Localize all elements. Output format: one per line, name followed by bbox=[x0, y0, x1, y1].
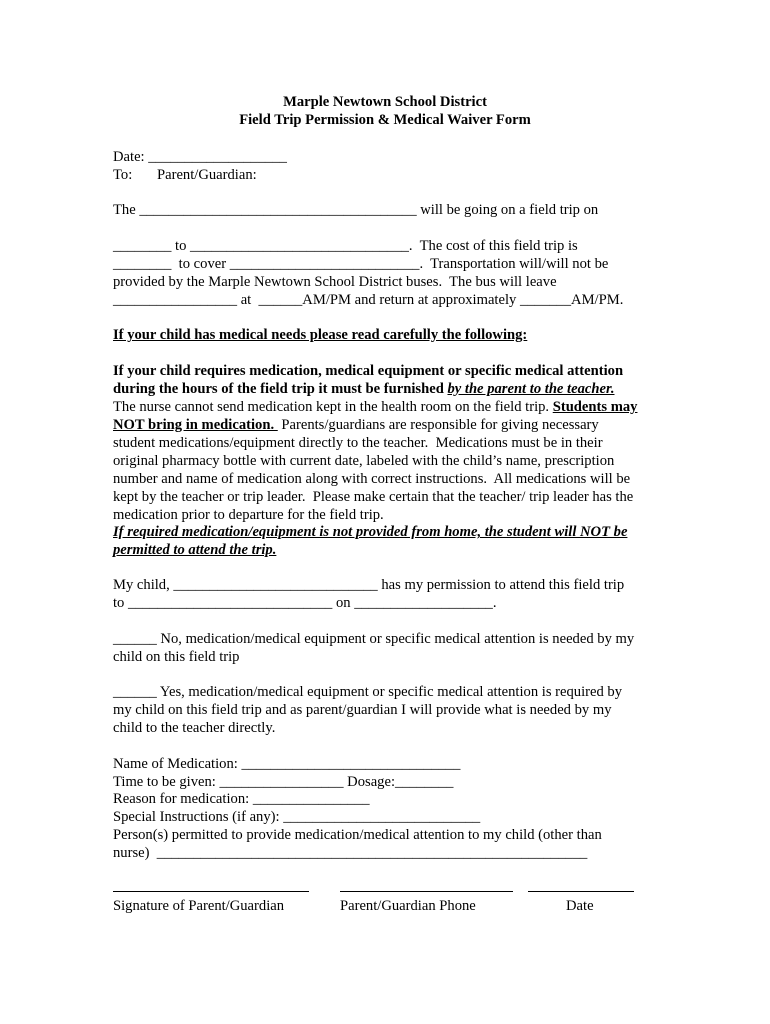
instructions-line: Special Instructions (if any): ___________________________ bbox=[113, 809, 481, 825]
medical-line-4 bbox=[113, 416, 599, 434]
date-signature-line bbox=[528, 891, 634, 892]
trip-line-3: ________ to cover __________________________. Transportation will/will not be bbox=[113, 256, 609, 272]
yes-option-line-2: my child on this field trip and as parent/guardian I will provide what is needed by my bbox=[113, 702, 612, 718]
parent-to-teacher-text: by the parent to the teacher. bbox=[447, 381, 615, 397]
medical-line-9: medication prior to departure for the field trip. bbox=[113, 507, 384, 523]
date-label: Date bbox=[566, 898, 594, 914]
district-name: Marple Newtown School District bbox=[283, 94, 487, 110]
warning-line-1: If required medication/equipment is not provided from home, the student will NOT be bbox=[113, 524, 628, 540]
furnished-text: during the hours of the field trip it must be furnished bbox=[113, 381, 448, 397]
not-bring-text: NOT bring in medication. bbox=[113, 417, 278, 433]
yes-option-line-3: child to the teacher directly. bbox=[113, 720, 276, 736]
date-line: Date: ___________________ bbox=[113, 149, 287, 165]
medical-line-5: student medications/equipment directly to the teacher. Medications must be in their bbox=[113, 435, 603, 451]
students-may-text: Students may bbox=[552, 399, 638, 415]
medical-heading: If your child has medical needs please read carefully the following: bbox=[113, 327, 528, 343]
medical-line-3 bbox=[113, 398, 637, 416]
medical-bold-line-2 bbox=[113, 380, 614, 398]
persons-line-1: Person(s) permitted to provide medication/medical attention to my child (other than bbox=[113, 827, 602, 843]
medical-bold-line-1: If your child requires medication, medical equipment or specific medical attention bbox=[113, 363, 624, 379]
trip-line-1: The ______________________________________ will be going on a field trip on bbox=[113, 202, 599, 218]
persons-line-2: nurse) ___________________________________________________________ bbox=[113, 845, 588, 861]
nurse-text: The nurse cannot send medication kept in the health room on the field trip. bbox=[113, 399, 553, 415]
trip-line-4: provided by the Marple Newtown School District buses. The bus will leave bbox=[113, 274, 557, 290]
trip-line-5: _________________ at ______AM/PM and return at approximately _______AM/PM. bbox=[113, 292, 624, 308]
to-value: Parent/Guardian: bbox=[157, 167, 257, 183]
medical-line-8: kept by the teacher or trip leader. Please make certain that the teacher/ trip leader has the bbox=[113, 489, 634, 505]
medical-line-7: number and name of medication along with correct instructions. All medications will be bbox=[113, 471, 631, 487]
medication-name-line: Name of Medication: ______________________________ bbox=[113, 756, 461, 772]
to-label: To: bbox=[113, 167, 133, 183]
parent-signature-line bbox=[113, 891, 309, 892]
parent-phone-label: Parent/Guardian Phone bbox=[340, 898, 476, 914]
parents-responsible-text: Parents/guardians are responsible for giving necessary bbox=[277, 417, 599, 433]
time-dosage-line: Time to be given: _________________ Dosage:________ bbox=[113, 774, 454, 790]
form-title: Field Trip Permission & Medical Waiver Form bbox=[239, 112, 531, 128]
medical-line-6: original pharmacy bottle with current date, labeled with the child’s name, prescription bbox=[113, 453, 615, 469]
no-option-line-2: child on this field trip bbox=[113, 649, 240, 665]
parent-phone-line bbox=[340, 891, 513, 892]
reason-line: Reason for medication: ________________ bbox=[113, 791, 370, 807]
warning-line-2: permitted to attend the trip. bbox=[113, 542, 277, 558]
permission-line-2: to ____________________________ on ___________________. bbox=[113, 595, 497, 611]
trip-line-2: ________ to ______________________________. The cost of this field trip is bbox=[113, 238, 578, 254]
no-option-line-1: ______ No, medication/medical equipment or specific medical attention is needed by my bbox=[113, 631, 635, 647]
yes-option-line-1: ______ Yes, medication/medical equipment or specific medical attention is required by bbox=[113, 684, 623, 700]
parent-signature-label: Signature of Parent/Guardian bbox=[113, 898, 285, 914]
permission-line-1: My child, ____________________________ has my permission to attend this field trip bbox=[113, 577, 625, 593]
